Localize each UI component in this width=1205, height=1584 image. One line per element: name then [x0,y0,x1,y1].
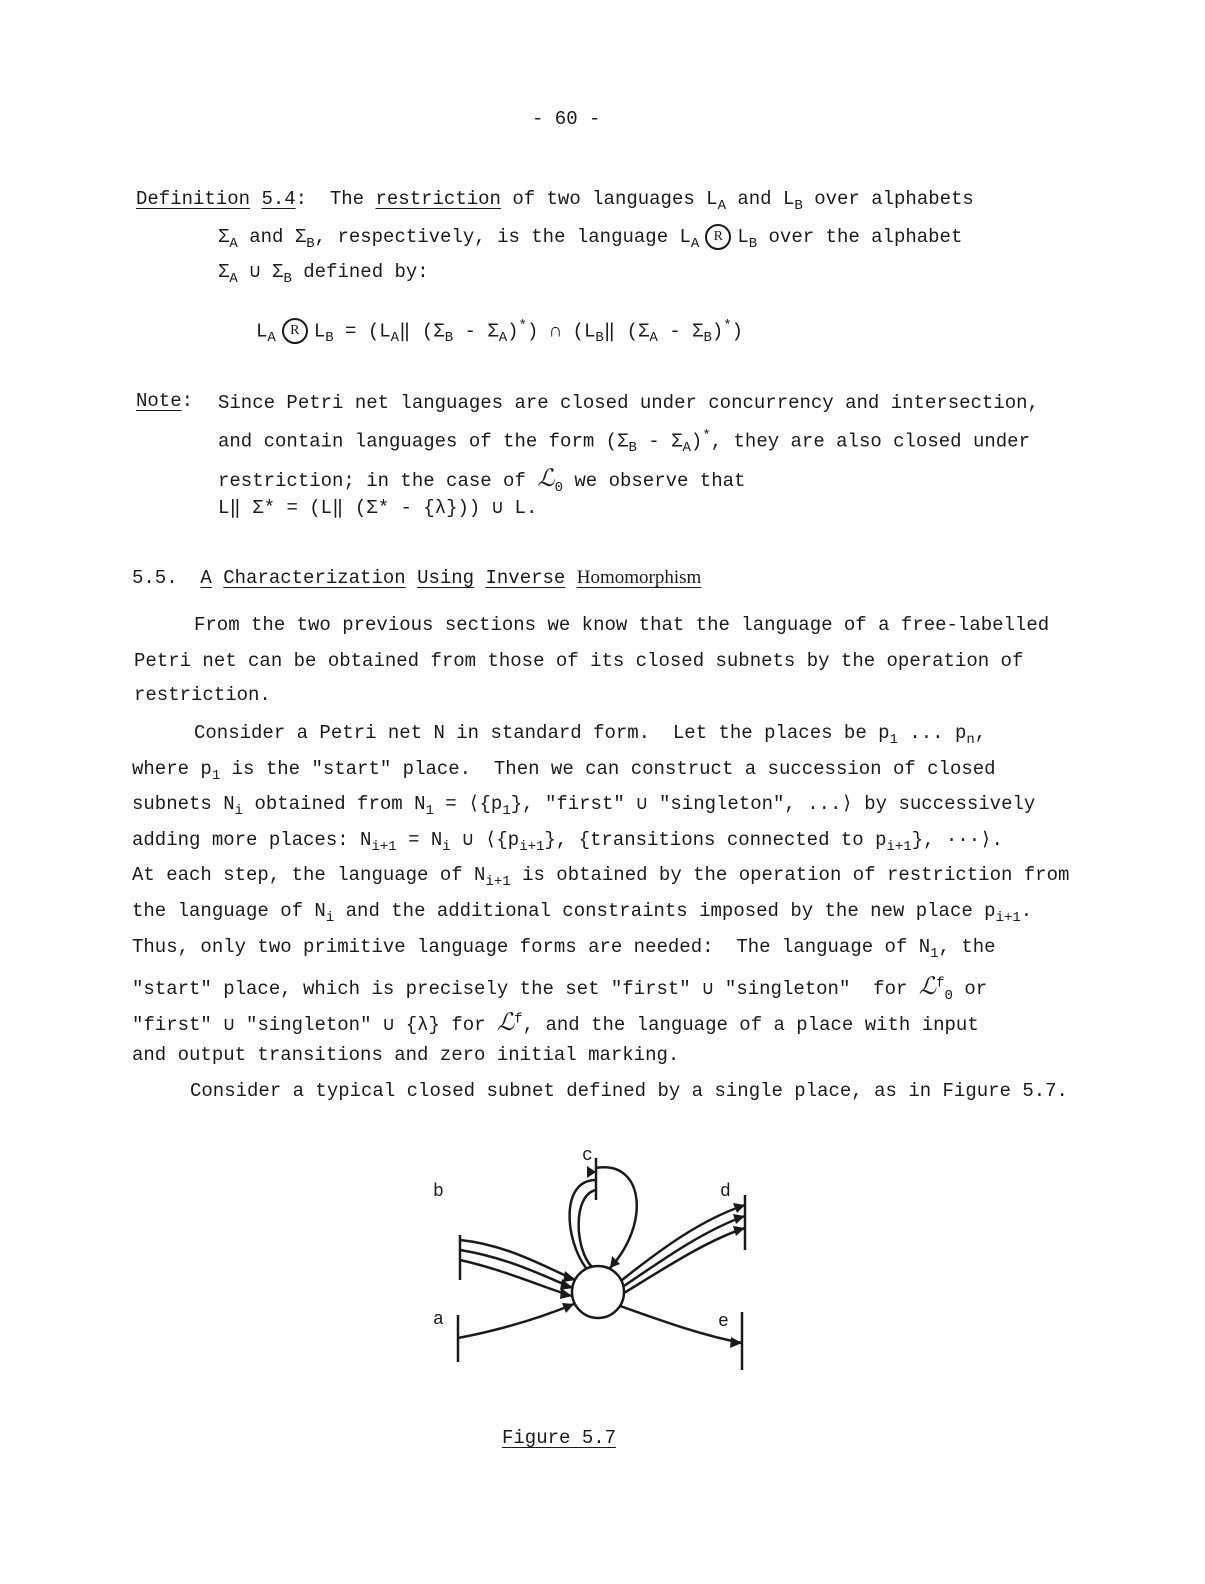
note-line-4: L‖ Σ* = (L‖ (Σ* - {λ})) ∪ L. [218,497,538,519]
restriction-operator-icon: R [705,224,731,250]
sigma-a-union: Σ [218,261,230,283]
paragraph-2-line-10: and output transitions and zero initial marking. [132,1044,680,1066]
note-label: Note: [136,390,194,412]
arrowhead [560,1288,572,1299]
petri-net-figure [400,1140,800,1380]
definition-and: and L [737,188,795,210]
arc-d-2 [624,1216,745,1286]
script-l-icon: ℒ [537,464,555,492]
arc-c-in-1 [570,1180,596,1268]
definition-term: restriction [375,188,501,210]
section-title-word: Using [417,567,475,589]
section-number: 5.5. [132,567,178,589]
restriction-operator-icon: R [282,318,308,344]
note-line-3: restriction; in the case of ℒ$_0$ we observe that [218,464,746,496]
label-d: d [720,1182,731,1202]
definition-text-c: over alphabets [814,188,974,210]
paragraph-2-line-3: subnets $N_i$ obtained from $N_1$ = $⟨\{p_1\}$, "first" ∪ "singleton", ...⟩ by successively [132,793,1036,819]
definition-line2-end: over the alphabet [768,226,963,249]
definition-line-3: $\Sigma_A$ ∪ $\Sigma_B$ defined by: [218,261,429,287]
paragraph-1-line-1: From the two previous sections we know that the language of a free-labelled [194,614,1050,636]
place-circle [572,1266,624,1318]
paragraph-2-line-4: adding more places: $N_{i+1} = N_i$ ∪ $⟨\{p_{i+1}\}$, {transitions connected to $p_{i+1}$}, ···⟩. [132,829,1003,855]
script-l-icon: ℒ [496,1008,515,1036]
definition-text-b: of two languages L [512,188,718,210]
section-title-word: A [200,567,212,589]
definition-colon: : [295,188,308,210]
paragraph-2-line-9: "first" ∪ "singleton" ∪ {λ} for ℒ$^f$, and the language of a place with input [132,1008,979,1036]
definition-text-a: The [329,188,365,210]
definition-line-2: $\Sigma_A$ and $\Sigma_B$, respectively, is the language $L_A$ R $L_B$ over the alphabet [218,224,962,252]
definition-formula: $L_A$ R $L_B$ = ($L_A‖$ $(\Sigma_B - \Sigma_A)^*$) ∩ ($L_B‖$ $(\Sigma_A - \Sigma_B)^*$) [256,318,744,347]
union-sigma-b: ∪ Σ [249,261,284,283]
paragraph-2-line-6: the language of $N_i$ and the additional constraints imposed by the new place $p_{i+1}$. [132,900,1033,926]
section-heading [132,567,701,589]
script-l-icon: ℒ [918,972,937,1000]
note-line-1: Since Petri net languages are closed under concurrency and intersection, [218,392,1039,414]
arc-c-out [596,1167,637,1268]
paragraph-2-line-7: Thus, only two primitive language forms are needed: The language of $N_1$, the [132,936,996,962]
arc-c-in-2 [579,1190,596,1267]
arc-b-1 [460,1240,576,1280]
label-c: c [582,1146,593,1166]
section-title-word: Characterization [223,567,406,589]
arrowhead [730,1337,742,1348]
definition-and-sigma: and Σ [249,226,307,249]
definition-line2-mid: , respectively, is the language L [314,226,691,249]
paragraph-3: Consider a typical closed subnet defined by a single place, as in Figure 5.7. [190,1080,1068,1102]
sigma-a: Σ [218,226,230,249]
label-e: e [718,1312,729,1332]
definition-label: Definition [136,188,251,210]
arc-a [458,1304,574,1338]
page-number: - 60 - [532,108,601,130]
arc-b-2 [460,1250,573,1288]
paragraph-2-line-1: Consider a Petri net N in standard form. Let the places be $p_1$ ... $p_n$, [194,722,987,748]
paragraph-2-line-5: At each step, the language of $N_{i+1}$ is obtained by the operation of restriction from [132,864,1070,890]
section-title-word: Inverse [485,567,566,589]
note-line-2: and contain languages of the form $(\Sigma_B - \Sigma_A)^*$, they are also closed under [218,428,1030,457]
arc-d-3 [624,1228,745,1293]
label-a: a [433,1310,444,1330]
figure-caption: Figure 5.7 [502,1427,617,1449]
paragraph-1-line-3: restriction. [134,684,271,706]
definition-number: 5.4 [261,188,296,210]
paragraph-2-line-2: where $p_1$ is the "start" place. Then we can construct a succession of closed [132,758,996,784]
paragraph-2-line-8: "start" place, which is precisely the set "first" ∪ "singleton" for ℒ$^f_0$ or [132,972,988,1004]
defined-by: defined by: [303,261,429,283]
arc-d-1 [622,1205,745,1280]
definition-line-1 [136,188,974,214]
paragraph-1-line-2: Petri net can be obtained from those of its closed subnets by the operation of [134,650,1024,672]
arrowhead [587,1166,596,1178]
sub-a: A [717,197,726,214]
label-b: b [433,1182,444,1202]
sub-b: B [794,197,803,214]
section-title-word: Homomorphism [576,567,702,588]
